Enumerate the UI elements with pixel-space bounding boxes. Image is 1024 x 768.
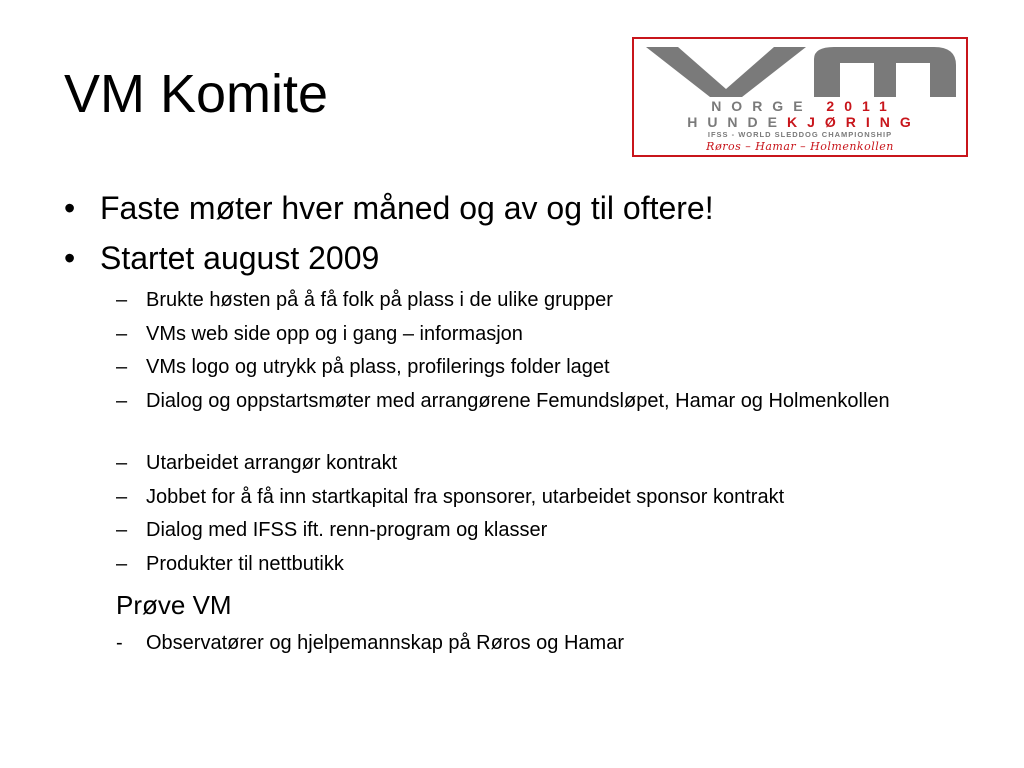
sub-text: Dialog og oppstartsmøter med arrangørene Femundsløpet, Hamar og Holmenkollen [146, 390, 890, 412]
sub-marker: – [116, 486, 128, 508]
prove-vm-heading: Prøve VM [116, 590, 232, 620]
sub-text: Utarbeidet arrangør kontrakt [146, 452, 398, 474]
sub-text: VMs web side opp og i gang – informasjon [146, 323, 523, 345]
sub-marker: – [116, 356, 128, 378]
logo-kjoring-text: KJØRING [786, 114, 921, 130]
logo-championship-line: IFSS - WORLD SLEDDOG CHAMPIONSHIP [707, 130, 893, 139]
slide-title: VM Komite [64, 64, 329, 124]
logo-venues-line: Røros – Hamar – Holmenkollen [706, 140, 894, 153]
sub-marker: – [116, 519, 128, 541]
bullet-text: Faste møter hver måned og av og til oftere! [100, 190, 714, 226]
sub-text: Dialog med IFSS ift. renn-program og klasser [146, 519, 548, 541]
sub-marker: – [116, 390, 128, 412]
sub-text: Produkter til nettbutikk [146, 553, 344, 575]
sub-text: Brukte høsten på å få folk på plass i de ulike grupper [146, 289, 613, 311]
sub-text: Jobbet for å få inn startkapital fra sponsorer, utarbeidet sponsor kontrakt [146, 486, 785, 508]
sub-text: VMs logo og utrykk på plass, profilerings folder laget [146, 356, 610, 378]
dash-marker: - [116, 632, 123, 654]
bullet-marker: • [64, 190, 76, 226]
bullet-text: Startet august 2009 [100, 240, 380, 276]
logo-year-text: 2011 [826, 98, 897, 114]
sub-marker: – [116, 289, 128, 311]
dash-text: Observatører og hjelpemannskap på Røros og Hamar [146, 632, 624, 654]
sub-marker: – [116, 323, 128, 345]
sub-marker: – [116, 452, 128, 474]
sub-marker: – [116, 553, 128, 575]
logo-norge-text: NORGE [711, 98, 813, 114]
logo-hunde-text: HUNDE [687, 114, 787, 130]
bullet-marker: • [64, 240, 76, 276]
